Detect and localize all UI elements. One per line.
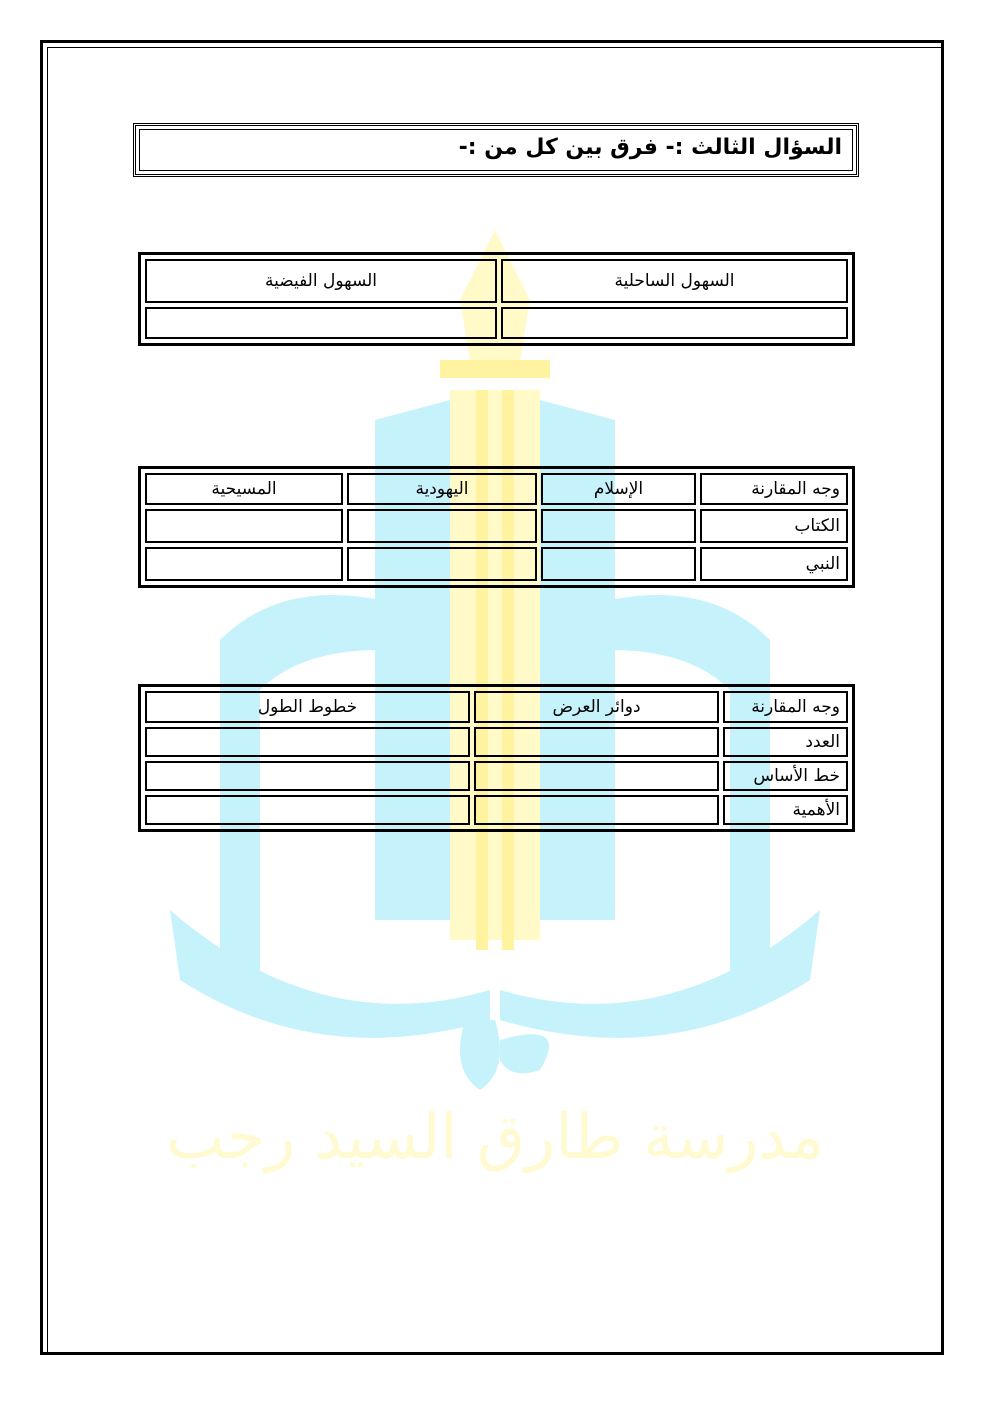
- answer-cell[interactable]: [501, 307, 848, 339]
- table-plains-comparison: [138, 252, 855, 346]
- header-comparison-aspect: وجه المقارنة: [700, 473, 848, 505]
- row-label-count: العدد: [723, 727, 848, 757]
- answer-cell[interactable]: [474, 727, 719, 757]
- table-latitude-longitude-comparison: [138, 684, 855, 832]
- header-judaism: اليهودية: [347, 473, 537, 505]
- row-label-importance: الأهمية: [723, 795, 848, 825]
- watermark-school-name: مدرسة طارق السيد رجب: [165, 1100, 825, 1173]
- header-latitude-circles: دوائر العرض: [474, 691, 719, 723]
- answer-cell[interactable]: [347, 547, 537, 581]
- row-label-book: الكتاب: [700, 509, 848, 543]
- answer-cell[interactable]: [474, 795, 719, 825]
- answer-cell[interactable]: [145, 307, 497, 339]
- answer-cell[interactable]: [145, 761, 470, 791]
- header-comparison-aspect: وجه المقارنة: [723, 691, 848, 723]
- question-title: السؤال الثالث :- فرق بين كل من :-: [458, 135, 842, 160]
- answer-cell[interactable]: [347, 509, 537, 543]
- answer-cell[interactable]: [474, 761, 719, 791]
- answer-cell[interactable]: [145, 795, 470, 825]
- answer-cell[interactable]: [145, 509, 343, 543]
- answer-cell[interactable]: [145, 727, 470, 757]
- answer-cell[interactable]: [541, 509, 696, 543]
- header-longitude-lines: خطوط الطول: [145, 691, 470, 723]
- answer-cell[interactable]: [145, 547, 343, 581]
- question-title-box: [133, 123, 859, 177]
- row-label-baseline: خط الأساس: [723, 761, 848, 791]
- header-flood-plains: السهول الفيضية: [145, 259, 497, 303]
- row-label-prophet: النبي: [700, 547, 848, 581]
- header-coastal-plains: السهول الساحلية: [501, 259, 848, 303]
- table-religions-comparison: [138, 466, 855, 588]
- header-islam: الإسلام: [541, 473, 696, 505]
- header-christianity: المسيحية: [145, 473, 343, 505]
- answer-cell[interactable]: [541, 547, 696, 581]
